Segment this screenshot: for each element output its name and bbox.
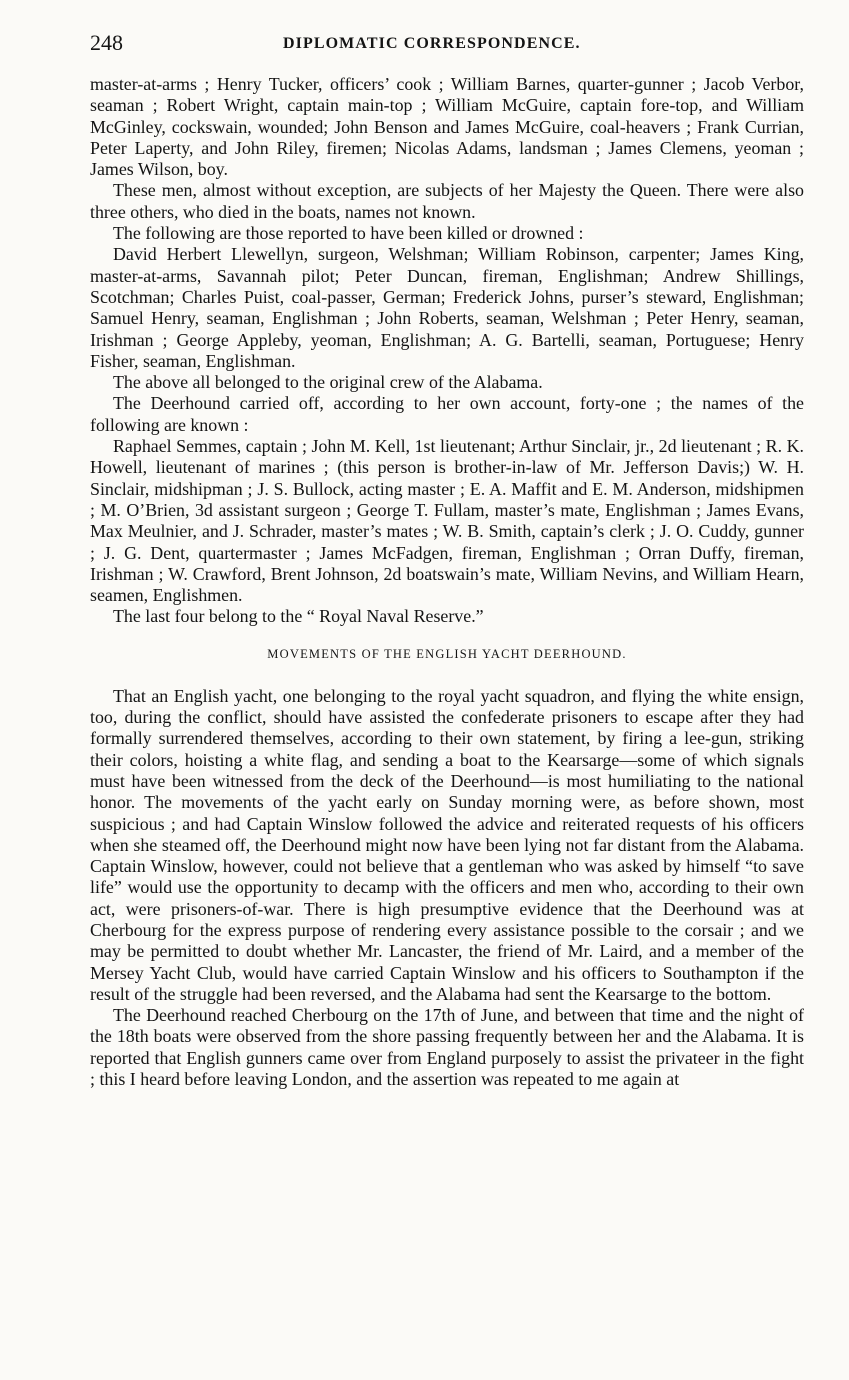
running-head: DIPLOMATIC CORRESPONDENCE. [283, 35, 581, 52]
section-heading: MOVEMENTS OF THE ENGLISH YACHT DEERHOUND. [267, 646, 627, 661]
paragraph-deerhound-carried: The Deerhound carried off, according to her own account, forty-one ; the names of the following are known : [90, 393, 804, 435]
paragraph-continued-crew-list: master-at-arms ; Henry Tucker, officers’ cook ; William Barnes, quarter-gunner ; Jacob Verbor, seaman ; Robert Wright, captain main-top ; William McGuire, captain fore-top, and William McGinley, cockswain, wounded; John Benson and James McGuire, coal-heavers ; Frank Currian, Peter Laperty, and John Riley, firemen; Nicolas Adams, landsman ; James Clemens, yeoman ; James Wilson, boy. [90, 74, 804, 180]
paragraph-known-names: Raphael Semmes, captain ; John M. Kell, 1st lieutenant; Arthur Sinclair, jr., 2d lieutenant ; R. K. Howell, lieutenant of marines ; (this person is brother-in-law of Mr. Jefferson Davis;) W. H. Sinclair, midshipman ; J. S. Bullock, acting master ; E. A. Maffit and E. M. Anderson, midshipmen ; M. O’Brien, 3d assistant surgeon ; George T. Fullam, master’s mate, Englishman ; James Evans, Max Meulnier, and J. Schrader, master’s mates ; W. B. Smith, captain’s clerk ; J. O. Cuddy, gunner ; J. G. Dent, quartermaster ; James McFadgen, fireman, Englishman ; Orran Duffy, fireman, Irishman ; W. Crawford, Brent Johnson, 2d boatswain’s mate, William Nevins, and William Hearn, seamen, Englishmen. [90, 436, 804, 606]
page-body [90, 74, 804, 1090]
paragraph-subjects: These men, almost without exception, are subjects of her Majesty the Queen. There were also three others, who died in the boats, names not known. [90, 180, 804, 222]
paragraph-killed-intro: The following are those reported to have been killed or drowned : [113, 223, 584, 244]
paragraph-yacht-movements: That an English yacht, one belonging to the royal yacht squadron, and flying the white ensign, too, during the conflict, should have assisted the confederate prisoners to escape after they had formally surrendered themselves, according to their own statement, by firing a lee-gun, striking their colors, hoisting a white flag, and sending a boat to the Kearsarge—some of which signals must have been witnessed from the deck of the Deerhound—is most humiliating to the national honor. The movements of the yacht early on Sunday morning were, as before shown, most suspicious ; and had Captain Winslow followed the advice and reiterated requests of his officers when she steamed off, the Deerhound might now have been lying not far distant from the Alabama. Captain Winslow, however, could not believe that a gentleman who was asked by himself “to save life” would use the opportunity to decamp with the officers and men who, according to their own act, were prisoners-of-war. There is high presumptive evidence that the Deerhound was at Cherbourg for the express purpose of rendering every assistance possible to the corsair ; and we may be permitted to doubt whether Mr. Lancaster, the friend of Mr. Laird, and a member of the Mersey Yacht Club, would have carried Captain Winslow and his officers to Southampton if the result of the struggle had been reversed, and the Alabama had sent the Kearsarge to the bottom. [90, 685, 804, 1004]
page-number: 248 [90, 30, 123, 55]
page-header [90, 30, 805, 60]
paragraph-deerhound-arrival: The Deerhound reached Cherbourg on the 17th of June, and between that time and the night of the 18th boats were observed from the shore passing frequently between her and the Alabama. It is reported that English gunners came over from England purposely to assist the privateer in the fight ; this I heard before leaving London, and the assertion was repeated to me again at [90, 1005, 804, 1090]
paragraph-original-crew: The above all belonged to the original crew of the Alabama. [113, 372, 543, 393]
paragraph-killed-list: David Herbert Llewellyn, surgeon, Welshman; William Robinson, carpenter; James King, master-at-arms, Savannah pilot; Peter Duncan, fireman, Englishman; Andrew Shillings, Scotchman; Charles Puist, coal-passer, German; Frederick Johns, purser’s steward, Englishman; Samuel Henry, seaman, Englishman ; John Roberts, seaman, Welshman ; Peter Henry, seaman, Irishman ; George Appleby, yeoman, Englishman; A. G. Bartelli, seaman, Portuguese; Henry Fisher, seaman, Englishman. [90, 244, 804, 371]
paragraph-naval-reserve: The last four belong to the “ Royal Naval Reserve.” [113, 606, 484, 627]
